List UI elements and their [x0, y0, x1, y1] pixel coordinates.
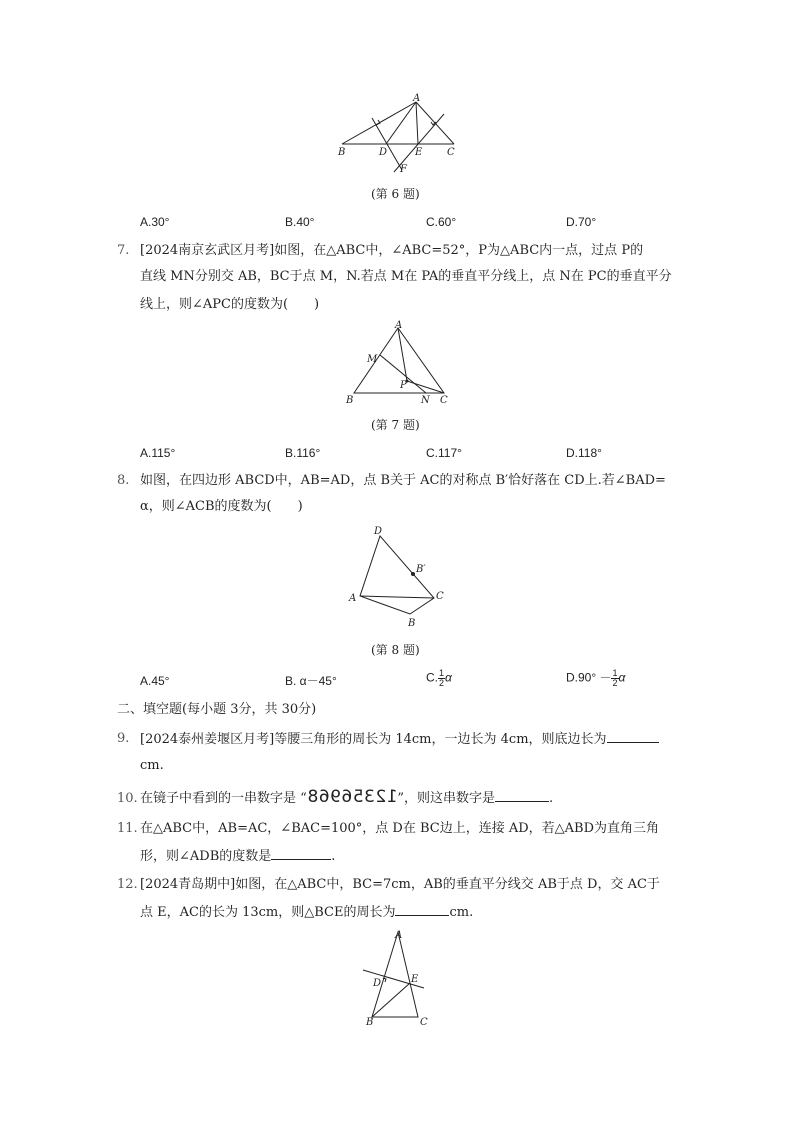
q8-option-a[interactable]: A.45°	[140, 674, 170, 688]
q11-line-2: 形，则∠ADB的度数是 .	[140, 849, 336, 864]
q10-line: 在镜子中看到的一串数字是 “12356968”，则这串数字是 .	[140, 787, 554, 807]
q11-number: 11.	[117, 821, 138, 836]
label-d: D	[373, 978, 382, 989]
q9-text: [2024泰州姜堰区月考]等腰三角形的周长为 14cm，一边长为 4cm，则底边长为	[140, 732, 607, 747]
q10-text-before: 在镜子中看到的一串数字是 “	[140, 791, 307, 806]
segment-pc	[407, 381, 444, 393]
fraction-one-half: $\frac{1}{2}$	[612, 668, 618, 688]
q7-line-1: [2024南京玄武区月考]如图，在△ABC中，∠ABC=52°，P为△ABC内一点，过点 P的	[140, 243, 644, 258]
q10-text-after: ”，则这串数字是	[397, 791, 495, 806]
q12-line-1: [2024青岛期中]如图，在△ABC中，BC=7cm，AB的垂直平分线交 AB于点 D，交 AC于	[140, 877, 660, 892]
label-f: F	[400, 164, 407, 175]
q8-option-c[interactable]	[426, 669, 452, 688]
q8-line-2: α，则∠ACB的度数为( )	[140, 499, 303, 514]
q9-line-1	[140, 730, 659, 749]
figure-6-caption: (第 6 题)	[371, 187, 420, 201]
label-c: C	[436, 591, 444, 602]
diagonal-ac	[360, 596, 434, 598]
label-b: B	[346, 395, 354, 406]
point-b-prime	[411, 572, 415, 576]
figure-8	[340, 522, 450, 632]
label-a: A	[395, 930, 403, 941]
q7-line-3: 线上，则∠APC的度数为( )	[140, 297, 320, 312]
q12-line-2: 点 E，AC的长为 13cm，则△BCE的周长为 cm.	[140, 905, 474, 920]
q12-answer-blank[interactable]	[395, 903, 449, 916]
q7-option-d[interactable]: D.118°	[566, 446, 602, 460]
figure-7	[340, 318, 455, 408]
label-c: C	[447, 147, 455, 158]
label-b: B	[366, 1017, 374, 1028]
q7-option-b[interactable]: B.116°	[285, 446, 321, 460]
q8-option-c-prefix: C.	[426, 670, 438, 685]
label-e: E	[411, 974, 419, 985]
q10-answer-blank[interactable]	[495, 789, 549, 802]
label-a: A	[395, 320, 403, 331]
q8-option-b[interactable]: B. α－45°	[285, 674, 337, 688]
figure-6	[330, 92, 470, 178]
label-a: A	[413, 93, 421, 104]
segment-ae	[416, 102, 418, 144]
q11-line-1: 在△ABC中，AB=AC，∠BAC=100°，点 D在 BC边上，连接 AD，若△ABD为直角三角	[140, 821, 660, 836]
q6-option-b[interactable]: B.40°	[285, 215, 315, 229]
q6-option-c[interactable]: C.60°	[426, 215, 457, 229]
q6-option-d[interactable]: D.70°	[566, 215, 597, 229]
figure-8-caption: (第 8 题)	[371, 643, 420, 657]
q8-line-1: 如图，在四边形 ABCD中，AB=AD，点 B关于 AC的对称点 B′恰好落在 CD上.若∠BAD=	[140, 473, 666, 488]
q8-number: 8.	[117, 473, 130, 488]
fraction-one-half: $\frac{1}{2}$	[439, 668, 445, 688]
q9-answer-blank[interactable]	[607, 730, 659, 743]
label-m: M	[367, 354, 378, 365]
section-2-title: 二、填空题(每小题 3分，共 30分)	[117, 702, 317, 717]
q7-option-a[interactable]: A.115°	[140, 446, 176, 460]
q8-option-d[interactable]	[566, 669, 625, 688]
q9-number: 9.	[117, 731, 130, 746]
q8-option-c-alpha: α	[445, 670, 452, 685]
label-b: B	[338, 147, 346, 158]
q7-line-2: 直线 MN分别交 AB，BC于点 M，N.若点 M在 PA的垂直平分线上，点 N在 PC的垂直平分	[140, 269, 672, 284]
label-d: D	[374, 526, 383, 537]
label-e: E	[415, 147, 423, 158]
figure-7-caption: (第 7 题)	[371, 418, 420, 432]
label-b-prime: B′	[416, 564, 426, 575]
q8-option-d-alpha: α	[618, 670, 626, 685]
label-p: P	[400, 380, 407, 391]
q11-answer-blank[interactable]	[271, 847, 331, 860]
q7-option-c[interactable]: C.117°	[426, 446, 462, 460]
label-n: N	[421, 395, 430, 406]
q10-number: 10.	[117, 791, 138, 806]
q6-option-a[interactable]: A.30°	[140, 215, 170, 229]
label-b: B	[408, 618, 416, 629]
mirrored-number: 12356968	[306, 787, 398, 807]
label-c: C	[420, 1017, 428, 1028]
q9-line-2: cm.	[140, 758, 164, 773]
quadrilateral-abcd	[360, 536, 434, 614]
segment-ad	[386, 102, 416, 144]
label-d: D	[379, 147, 388, 158]
label-a: A	[349, 593, 357, 604]
q8-option-d-prefix: D.90° －	[566, 670, 612, 685]
q12-number: 12.	[117, 877, 138, 892]
label-c: C	[440, 395, 448, 406]
q7-number: 7.	[117, 243, 130, 258]
right-angle-mark	[376, 120, 380, 125]
figure-12	[350, 924, 440, 1030]
